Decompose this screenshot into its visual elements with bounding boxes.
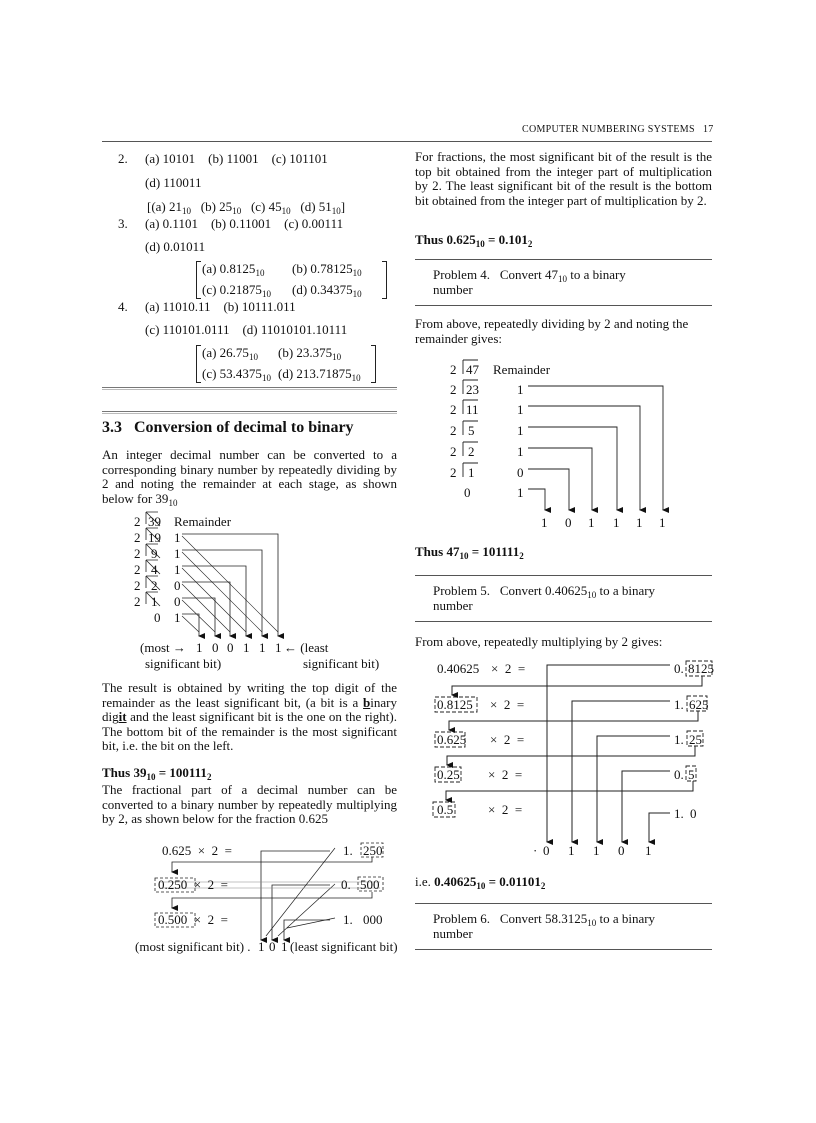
dividend: 19 [148, 530, 161, 545]
division-diagram-47 [450, 360, 666, 530]
remainder-label: Remainder [493, 362, 551, 377]
thus-39-result: Thus $39_{10} = 100111_2$ [102, 765, 212, 782]
binary-point: · [533, 843, 538, 858]
dividend: 1 [151, 594, 158, 609]
divisor: 2 [134, 562, 141, 577]
fraction-part: 25 [689, 732, 702, 747]
fractions-paragraph: For fractions, the most significant bit of the result is the top bit obtained from the integer part of multiplication by 2. The least significant bit of the result is the bottom bit obtained from the integer part of multiplication by 2. [415, 149, 712, 208]
dividend: 11 [466, 402, 479, 417]
result-bit: 0 [618, 843, 625, 858]
q4-number: 4. [118, 299, 128, 314]
fraction-part: 625 [689, 697, 709, 712]
integer-part: 0. [674, 767, 684, 782]
most-label: (most → [140, 640, 186, 655]
q3-line2: (d) 0.01011 [145, 239, 206, 254]
multiplicand: 0.25 [437, 767, 460, 782]
division-intro: From above, repeatedly dividing by 2 and noting the remainder gives: [415, 316, 689, 346]
result-bit: 1 [243, 640, 250, 655]
result-bit: 1 [588, 515, 595, 530]
result-bit: 1 [259, 640, 266, 655]
result-bit: 0 [565, 515, 572, 530]
fraction-part: 8125 [688, 661, 714, 676]
operator: × 2 = [490, 697, 525, 712]
remainder: 1 [517, 382, 524, 397]
q4-answer-c: (c) $53.4375_{10}$ [202, 366, 271, 383]
final-quotient: 0 [464, 485, 471, 500]
result-bit: 0 [212, 640, 219, 655]
integer-part: 1. [674, 697, 684, 712]
fraction-part: 250 [363, 843, 383, 858]
divisor: 2 [134, 514, 141, 529]
result-bit: 0 [227, 640, 234, 655]
result-bit: 1 [275, 640, 282, 655]
problem-5-line2: number [433, 598, 473, 613]
multiplicand: 0.8125 [437, 697, 473, 712]
operator: × 2 = [490, 732, 525, 747]
result-bit: 1 [613, 515, 620, 530]
least-label: ← (least [284, 640, 329, 655]
divisor: 2 [450, 465, 457, 480]
remainder: 0 [174, 594, 181, 609]
q4-answer-a: (a) $26.75_{10}$ [202, 345, 258, 362]
multiplication-diagram-040625 [433, 661, 714, 858]
multiplicand: 0.625 [437, 732, 467, 747]
divisor: 2 [450, 402, 457, 417]
running-title: COMPUTER NUMBERING SYSTEMS [522, 124, 695, 135]
q4-line2: (c) 110101.0111 (d) 11010101.10111 [145, 322, 348, 337]
least-significant-label: (least significant bit) [290, 939, 398, 954]
remainder: 1 [174, 530, 181, 545]
q3-answer-a: (a) $0.8125_{10}$ [202, 261, 265, 278]
q2-number: 2. [118, 151, 128, 166]
remainder: 1 [517, 402, 524, 417]
remainder-label: Remainder [174, 514, 232, 529]
dividend: 23 [466, 382, 479, 397]
q3-line1: (a) 0.1101 (b) 0.11001 (c) 0.00111 [145, 216, 344, 231]
dividend: 1 [468, 465, 475, 480]
problem-4: Problem 4. Convert $47_{10}$ to a binary [433, 267, 626, 284]
multiplication-row: 0.500 × 2 = [158, 912, 228, 927]
multiplication-diagram-0625 [135, 843, 398, 954]
problem-6-line2: number [433, 926, 473, 941]
dividend: 47 [466, 362, 479, 377]
thus-0625-result: Thus $0.625_{10} = 0.101_2$ [415, 232, 533, 249]
final-quotient: 0 [154, 610, 161, 625]
q3-answer-b: (b) $0.78125_{10}$ [292, 261, 362, 278]
significant-bit-label: significant bit) [303, 656, 380, 671]
divisor: 2 [134, 594, 141, 609]
significant-bit-label: significant bit) [145, 656, 222, 671]
q3-number: 3. [118, 216, 128, 231]
divisor: 2 [134, 546, 141, 561]
dividend: 5 [468, 423, 475, 438]
integer-part: 1. [674, 806, 684, 821]
page-number: 17 [703, 124, 714, 135]
dividend: 2 [468, 444, 475, 459]
multiplicand: 0.5 [437, 802, 454, 817]
result-bit: 1 [659, 515, 666, 530]
divisor: 2 [450, 382, 457, 397]
remainder: 1 [517, 423, 524, 438]
result-bit: 1 [541, 515, 548, 530]
result-bit: 0 [543, 843, 550, 858]
integer-part: 1. [674, 732, 684, 747]
remainder: 0 [174, 578, 181, 593]
q4-answer-d: (d) $213.71875_{10}$ [278, 366, 361, 383]
remainder: 1 [174, 546, 181, 561]
problem-5: Problem 5. Convert $0.40625_{10}$ to a binary [433, 583, 656, 600]
thus-47-result: Thus $47_{10} = 101111_2$ [415, 544, 524, 561]
divisor: 2 [134, 578, 141, 593]
remainder: 1 [174, 610, 181, 625]
divisor: 2 [450, 423, 457, 438]
remainder: 0 [517, 465, 524, 480]
result-bit: 0 [269, 939, 276, 954]
intro-paragraph: An integer decimal number can be converted to a corresponding binary number by repeatedly dividing by 2 and noting the remainder at each stage, as shown below for $39_{10}$ [102, 447, 397, 508]
result-paragraph: The result is obtained by writing the top digit of the remainder as the least significant bit, (a bit is a binary digit and the least significant bit is the one on the right). The bottom bit of the remainder is the most significant bit, i.e. the bit on the left. [102, 680, 397, 754]
fraction-part: 000 [363, 912, 383, 927]
remainder: 1 [517, 444, 524, 459]
q3-answer-d: (d) $0.34375_{10}$ [292, 282, 362, 299]
q4-line1: (a) 11010.11 (b) 10111.011 [145, 299, 296, 314]
dividend: 2 [151, 578, 158, 593]
operator: × 2 = [488, 802, 523, 817]
section-heading: 3.3 Conversion of decimal to binary [102, 419, 354, 436]
result-bit: 1 [636, 515, 643, 530]
q2-line2: (d) 110011 [145, 175, 202, 190]
remainder: 1 [174, 562, 181, 577]
multiplication-row: 0.625 × 2 = [162, 843, 232, 858]
result-bit: 1 [281, 939, 288, 954]
divisor: 2 [450, 444, 457, 459]
dividend: 39 [148, 514, 161, 529]
most-significant-label: (most significant bit) . [135, 939, 251, 954]
multiplication-row: 0.250 × 2 = [158, 877, 228, 892]
multiplicand: 0.40625 [437, 661, 480, 676]
q4-answer-b: (b) $23.375_{10}$ [278, 345, 342, 362]
division-diagram-39 [134, 512, 379, 671]
fraction-part: 0 [690, 806, 697, 821]
dividend: 4 [151, 562, 158, 577]
problem-4-line2: number [433, 282, 473, 297]
result-bit: 1 [196, 640, 203, 655]
divisor: 2 [134, 530, 141, 545]
problem-6: Problem 6. Convert $58.3125_{10}$ to a binary [433, 911, 656, 928]
divisor: 2 [450, 362, 457, 377]
remainder: 1 [517, 485, 524, 500]
integer-part: 0. [341, 877, 351, 892]
operator: × 2 = [488, 767, 523, 782]
integer-part: 1. [343, 912, 353, 927]
q2-line1: (a) 10101 (b) 11001 (c) 101101 [145, 151, 328, 166]
result-bit: 1 [258, 939, 265, 954]
operator: × 2 = [491, 661, 526, 676]
q2-answer: [(a) $21_{10}$ (b) $25_{10}$ (c) $45_{10}$ (d) $51_{10}$] [147, 199, 346, 216]
result-bit: 1 [645, 843, 652, 858]
result-bit: 1 [593, 843, 600, 858]
result-bit: 1 [568, 843, 575, 858]
integer-part: 1. [343, 843, 353, 858]
multiplication-intro: From above, repeatedly multiplying by 2 gives: [415, 634, 663, 649]
fraction-paragraph: The fractional part of a decimal number can be converted to a binary number by repeatedly multiplying by 2, as shown below for the fraction 0.625 [102, 782, 397, 827]
fraction-part: 500 [360, 877, 380, 892]
integer-part: 0. [674, 661, 684, 676]
q3-answer-c: (c) $0.21875_{10}$ [202, 282, 271, 299]
ie-result: i.e. $0.40625_{10} = 0.01101_2$ [415, 874, 546, 891]
fraction-part: 5 [688, 767, 695, 782]
dividend: 9 [151, 546, 158, 561]
